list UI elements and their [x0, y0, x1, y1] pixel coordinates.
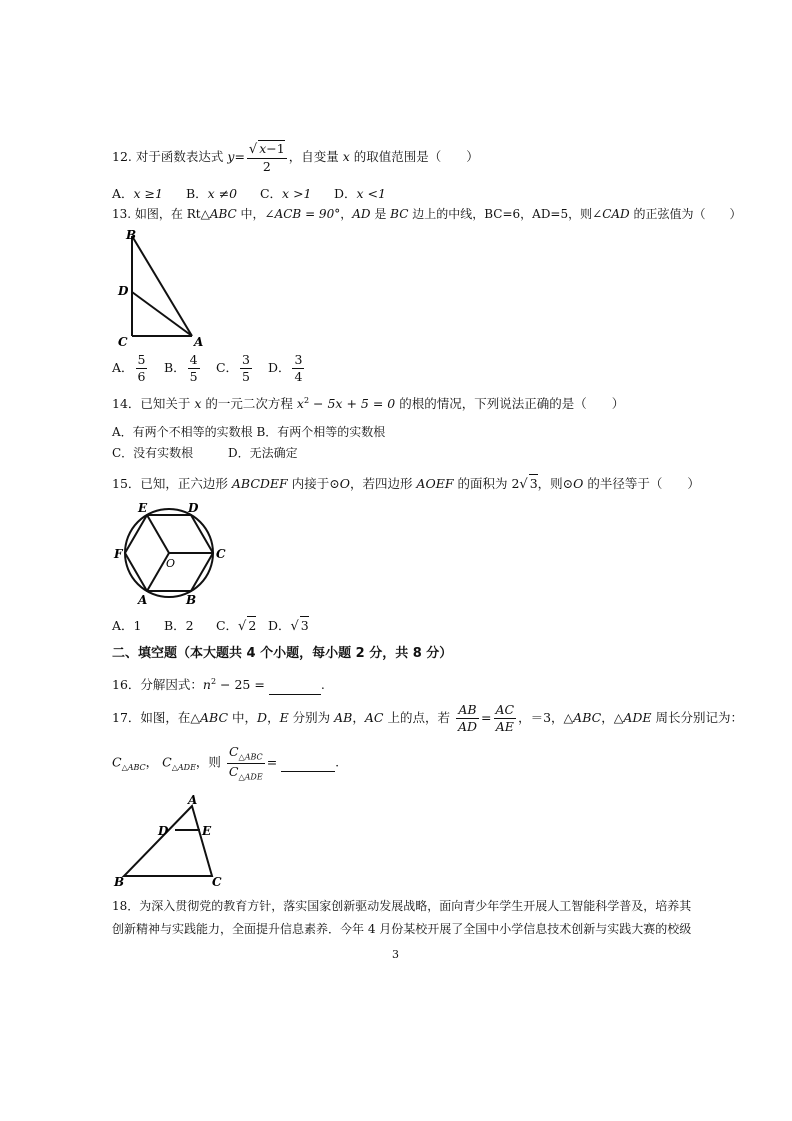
q14-option-d[interactable]: D．无法确定 [228, 446, 298, 460]
q18-line-2: 创新精神与实践能力，全面提升信息素养．今年 4 月份某校开展了全国中小学信息技术创新与实践大赛的校级 [112, 922, 692, 936]
q15-label-a: A [138, 593, 148, 606]
q13-label-a: A [194, 335, 204, 349]
q13-stem: 13. 如图，在 Rt△ABC 中，∠ACB = 90°，AD 是 BC 边上的中线，BC=6，AD=5，则∠CAD 的正弦值为（ ） [112, 207, 742, 221]
q17-answer-blank[interactable] [281, 755, 335, 772]
q17-fraction-ac-ae: $\frac{AC}{AE}$ [495, 702, 515, 734]
q17-perimeter-ratio: $\frac{C_{\triangle ABC}}{C_{\triangle ADE}}$ [228, 744, 263, 781]
q15-stem: 15．已知，正六边形 ABCDEF 内接于⊙O，若四边形 AOEF 的面积为 2√ 3，则⊙O 的半径等于（ ） [112, 476, 700, 492]
q17-label-b: B [114, 875, 125, 889]
q13-median-ad [132, 292, 192, 336]
q17-triangle-figure [112, 794, 232, 890]
q17-label-c: C [212, 875, 222, 889]
q13-option-c[interactable]: C． $\frac{3}{5}$ [215, 352, 250, 384]
q15-label-d: D [188, 501, 199, 515]
q17-label-e: E [202, 824, 212, 838]
q15-radius-oe [147, 515, 169, 553]
q15-label-b: B [186, 593, 197, 606]
q15-label-c: C [216, 547, 226, 561]
q12-option-d[interactable]: D．x <1 [333, 186, 386, 201]
q15-hexagon-figure [110, 500, 230, 606]
q16-stem: 16．分解因式：$n^2 - 25$ = . [112, 676, 325, 695]
q17-label-a: A [188, 794, 198, 807]
q13-label-d: D [118, 284, 129, 298]
q15-option-b[interactable]: B．2 [163, 618, 194, 633]
q14-options-cd [112, 445, 298, 462]
q15-options [112, 616, 316, 636]
q13-triangle-figure [112, 226, 212, 350]
q17-fraction-ab-ad: $\frac{AB}{AD}$ [457, 702, 478, 734]
q13-label-b: B [126, 228, 137, 242]
q13-side-ab [132, 236, 192, 336]
q18-line-1: 18．为深入贯彻党的教育方针，落实国家创新驱动发展战略，面向青少年学生开展人工智能科学普及，培养其 [112, 899, 692, 913]
q14-option-c[interactable]: C．没有实数根 [112, 446, 194, 460]
q15-label-e: E [138, 501, 148, 515]
q13-options [112, 352, 316, 384]
q15-option-c[interactable]: C．√ 2 [215, 618, 257, 634]
q15-option-a[interactable]: A．1 [112, 618, 142, 633]
q17-label-d: D [158, 824, 169, 838]
q15-label-f: F [114, 547, 123, 561]
q17-stem-line2: $C_{\triangle ABC}$， $C_{\triangle ADE}$，则 $\frac{C_{\triangle ABC}}{C_{\triangle ADE}}$ = . [112, 744, 340, 781]
q14-stem: 14．已知关于 x 的一元二次方程 $x^2 - 5x + 5 = 0$ 的根的情况，下列说法正确的是（ ） [112, 396, 625, 412]
q15-label-o: O [166, 557, 176, 570]
q12-fraction: $\frac{√ x-1}{2}$ [248, 141, 285, 175]
q17-triangle-abc [124, 806, 212, 876]
q16-answer-blank[interactable] [269, 676, 321, 695]
q12-option-a[interactable]: A．x ≥1 [112, 186, 163, 201]
q12-stem: 12. 对于函数表达式 y= $\frac{√ x-1}{2}$ ，自变量 x 的取值范围是（ ） [112, 141, 479, 175]
q15-option-d[interactable]: D．√ 3 [267, 618, 309, 634]
q12-option-c[interactable]: C．x >1 [259, 186, 312, 201]
q17-stem: 17．如图，在△ABC 中，D，E 分别为 AB，AC 上的点，若 $\frac{AB}{AD}$ = $\frac{AC}{AE}$ ，＝3，△ABC，△ADE 周长分别记为： [112, 702, 743, 734]
q12-option-b[interactable]: B．x ≠0 [185, 186, 238, 201]
q13-label-c: C [118, 335, 128, 349]
q13-option-a[interactable]: A． $\frac{5}{6}$ [112, 352, 146, 384]
page-number: 3 [392, 948, 399, 961]
q14-options-ab[interactable]: A．有两个不相等的实数根 B．有两个相等的实数根 [112, 425, 386, 439]
q13-option-b[interactable]: B． $\frac{4}{5}$ [163, 352, 198, 384]
section-2-heading: 二、填空题（本大题共 4 个小题，每小题 2 分，共 8 分） [112, 646, 453, 661]
q12-options [112, 185, 404, 203]
q13-option-d[interactable]: D． $\frac{3}{4}$ [267, 352, 303, 384]
